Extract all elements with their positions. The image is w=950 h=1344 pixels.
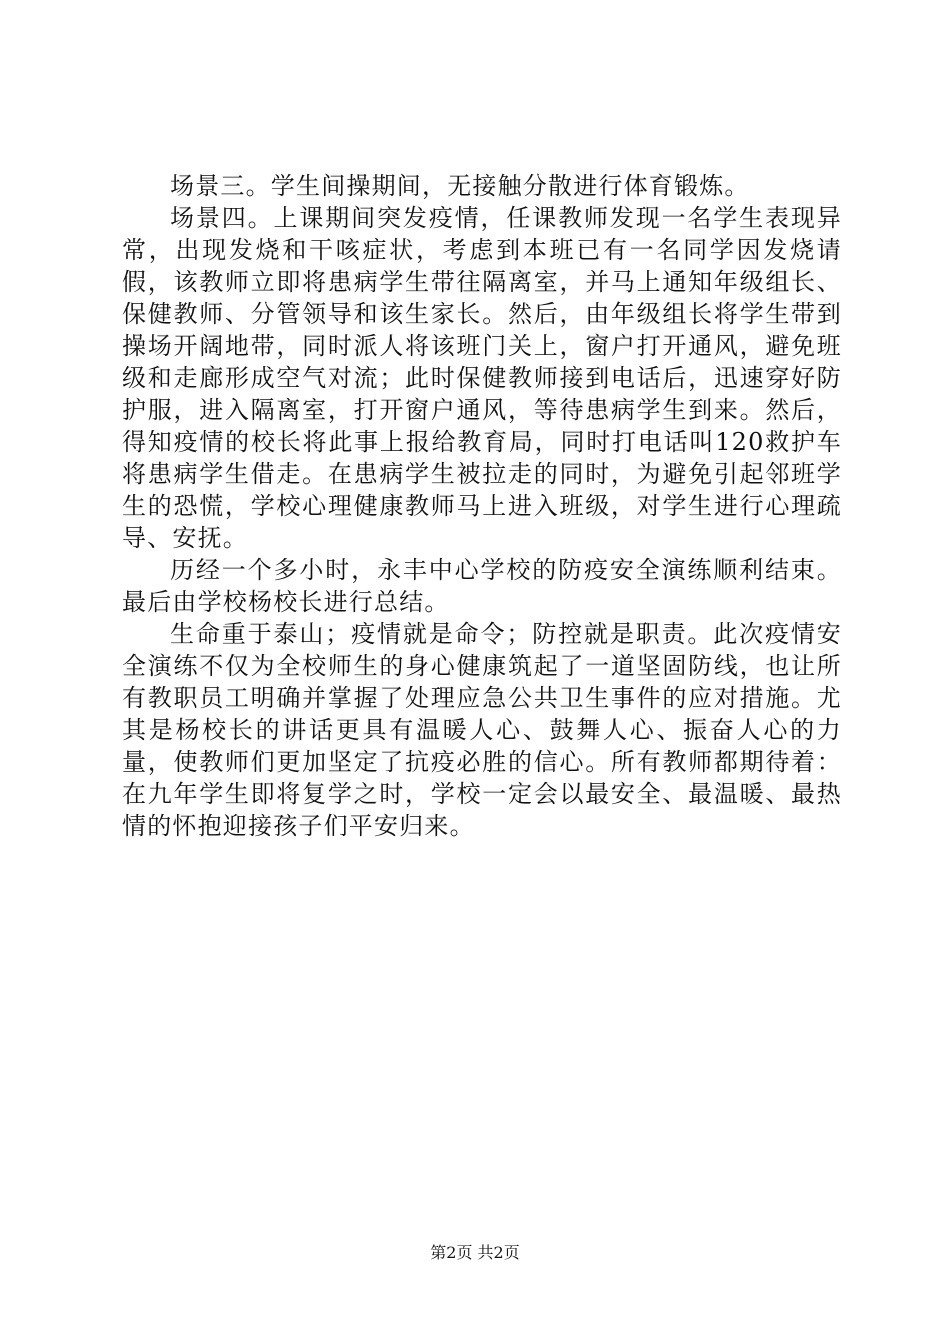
paragraph-summary: 生命重于泰山；疫情就是命令；防控就是职责。此次疫情安全演练不仅为全校师生的身心健康筑起了一道坚固防线，也让所有教职员工明确并掌握了处理应急公共卫生事件的应对措施。尤其是杨校长的讲话更具有温暖人心、鼓舞人心、振奋人心的力量，使教师们更加坚定了抗疫必胜的信心。所有教师都期待着：在九年学生即将复学之时，学校一定会以最安全、最温暖、最热情的怀抱迎接孩子们平安归来。 <box>122 620 842 840</box>
paragraph-scene-four: 场景四。上课期间突发疫情，任课教师发现一名学生表现异常，出现发烧和干咳症状，考虑到本班已有一名同学因发烧请假，该教师立即将患病学生带往隔离室，并马上通知年级组长、保健教师、分管领导和该生家长。然后，由年级组长将学生带到操场开阔地带，同时派人将该班门关上，窗户打开通风，避免班级和走廊形成空气对流；此时保健教师接到电话后，迅速穿好防护服，进入隔离室，打开窗户通风，等待患病学生到来。然后，得知疫情的校长将此事上报给教育局，同时打电话叫120救护车将患病学生借走。在患病学生被拉走的同时，为避免引起邻班学生的恐慌，学校心理健康教师马上进入班级，对学生进行心理疏导、安抚。 <box>122 204 842 552</box>
page-footer: 第2页 共2页 <box>430 1243 520 1262</box>
paragraph-drill-conclusion: 历经一个多小时，永丰中心学校的防疫安全演练顺利结束。最后由学校杨校长进行总结。 <box>122 556 842 616</box>
paragraph-scene-three: 场景三。学生间操期间，无接触分散进行体育锻炼。 <box>170 172 750 200</box>
document-body <box>122 170 842 842</box>
